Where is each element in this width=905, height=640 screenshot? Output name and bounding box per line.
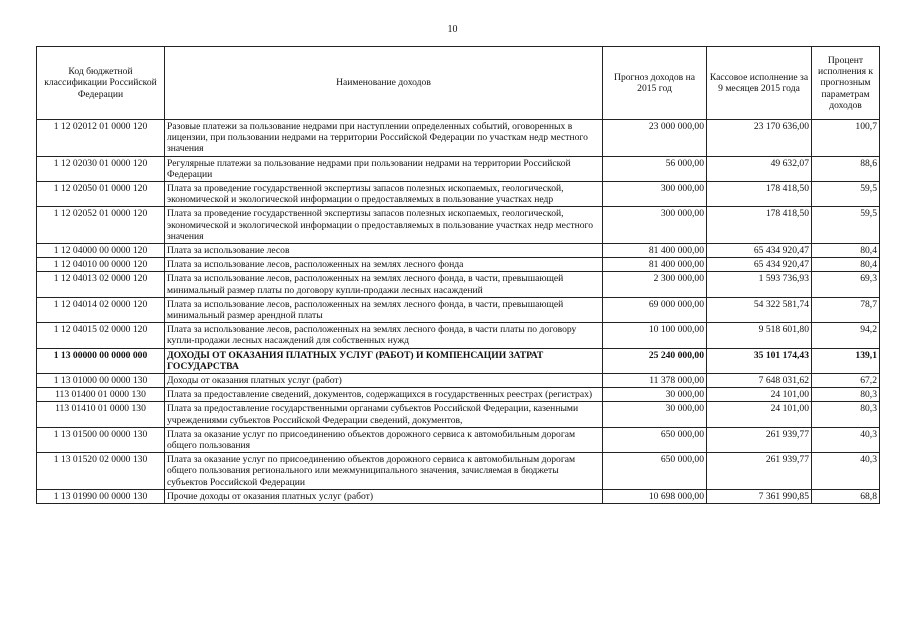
row-cash-cell: 261 939,77 bbox=[707, 453, 812, 490]
row-code-cell: 1 12 04010 00 0000 120 bbox=[37, 258, 165, 272]
table-row bbox=[37, 244, 880, 258]
table-row bbox=[37, 374, 880, 388]
header-percent: Процент исполнения к прогнозным параметрам доходов bbox=[812, 47, 880, 120]
row-percent-cell: 80,3 bbox=[812, 388, 880, 402]
row-name-cell: ДОХОДЫ ОТ ОКАЗАНИЯ ПЛАТНЫХ УСЛУГ (РАБОТ) И КОМПЕНСАЦИИ ЗАТРАТ ГОСУДАРСТВА bbox=[165, 348, 603, 373]
row-name-cell: Регулярные платежи за пользование недрами при пользовании недрами на территории Российской Федерации bbox=[165, 156, 603, 181]
header-forecast: Прогноз доходов на 2015 год bbox=[603, 47, 707, 120]
row-percent-cell: 69,3 bbox=[812, 272, 880, 297]
table-row bbox=[37, 453, 880, 490]
row-forecast-cell: 81 400 000,00 bbox=[603, 258, 707, 272]
row-code-cell: 1 12 04014 02 0000 120 bbox=[37, 297, 165, 322]
row-code-cell: 113 01400 01 0000 130 bbox=[37, 388, 165, 402]
row-percent-cell: 88,6 bbox=[812, 156, 880, 181]
row-name-cell: Доходы от оказания платных услуг (работ) bbox=[165, 374, 603, 388]
table-row bbox=[37, 297, 880, 322]
table-row bbox=[37, 402, 880, 427]
row-forecast-cell: 2 300 000,00 bbox=[603, 272, 707, 297]
row-cash-cell: 7 361 990,85 bbox=[707, 489, 812, 503]
table-row bbox=[37, 323, 880, 348]
page-number: 10 bbox=[447, 24, 458, 35]
row-forecast-cell: 300 000,00 bbox=[603, 182, 707, 207]
row-forecast-cell: 30 000,00 bbox=[603, 402, 707, 427]
row-forecast-cell: 650 000,00 bbox=[603, 453, 707, 490]
header-cash: Кассовое исполнение за 9 месяцев 2015 года bbox=[707, 47, 812, 120]
row-cash-cell: 49 632,07 bbox=[707, 156, 812, 181]
row-cash-cell: 178 418,50 bbox=[707, 182, 812, 207]
row-code-cell: 113 01410 01 0000 130 bbox=[37, 402, 165, 427]
row-name-cell: Прочие доходы от оказания платных услуг (работ) bbox=[165, 489, 603, 503]
row-cash-cell: 65 434 920,47 bbox=[707, 258, 812, 272]
row-name-cell: Плата за проведение государственной экспертизы запасов полезных ископаемых, геологической, экономической и экологической информации о предоставляемых в пользование участках недр местного значения bbox=[165, 207, 603, 244]
row-forecast-cell: 10 100 000,00 bbox=[603, 323, 707, 348]
revenue-table bbox=[36, 46, 880, 504]
row-cash-cell: 178 418,50 bbox=[707, 207, 812, 244]
row-code-cell: 1 13 01500 00 0000 130 bbox=[37, 427, 165, 452]
row-forecast-cell: 25 240 000,00 bbox=[603, 348, 707, 373]
row-name-cell: Плата за использование лесов, расположенных на землях лесного фонда, в части, превышающей минимальный размер платы по договору купли-продажи лесных насаждений bbox=[165, 272, 603, 297]
row-name-cell: Плата за оказание услуг по присоединению объектов дорожного сервиса к автомобильным дорогам общего пользования bbox=[165, 427, 603, 452]
row-code-cell: 1 13 01990 00 0000 130 bbox=[37, 489, 165, 503]
row-forecast-cell: 81 400 000,00 bbox=[603, 244, 707, 258]
row-code-cell: 1 12 02052 01 0000 120 bbox=[37, 207, 165, 244]
table-row bbox=[37, 156, 880, 181]
header-name: Наименование доходов bbox=[165, 47, 603, 120]
table-row bbox=[37, 120, 880, 157]
row-percent-cell: 68,8 bbox=[812, 489, 880, 503]
row-percent-cell: 59,5 bbox=[812, 182, 880, 207]
table-row bbox=[37, 489, 880, 503]
row-forecast-cell: 10 698 000,00 bbox=[603, 489, 707, 503]
row-cash-cell: 24 101,00 bbox=[707, 388, 812, 402]
row-name-cell: Плата за оказание услуг по присоединению объектов дорожного сервиса к автомобильным дорогам общего пользования регионального или межмуниципального значения, зачисляемая в бюджеты субъектов Российской Федерации bbox=[165, 453, 603, 490]
table-row bbox=[37, 272, 880, 297]
table-row bbox=[37, 427, 880, 452]
row-percent-cell: 67,2 bbox=[812, 374, 880, 388]
row-percent-cell: 94,2 bbox=[812, 323, 880, 348]
row-cash-cell: 7 648 031,62 bbox=[707, 374, 812, 388]
row-cash-cell: 24 101,00 bbox=[707, 402, 812, 427]
row-forecast-cell: 56 000,00 bbox=[603, 156, 707, 181]
row-percent-cell: 40,3 bbox=[812, 427, 880, 452]
row-code-cell: 1 13 00000 00 0000 000 bbox=[37, 348, 165, 373]
row-code-cell: 1 13 01520 02 0000 130 bbox=[37, 453, 165, 490]
row-name-cell: Плата за использование лесов, расположенных на землях лесного фонда, в части платы по договору купли-продажи лесных насаждений для собственных нужд bbox=[165, 323, 603, 348]
row-code-cell: 1 12 04000 00 0000 120 bbox=[37, 244, 165, 258]
header-code: Код бюджетной классификации Российской Федерации bbox=[37, 47, 165, 120]
row-name-cell: Плата за предоставление государственными органами субъектов Российской Федерации, казенными учреждениями субъектов Российской Федерации сведений, документов, bbox=[165, 402, 603, 427]
row-name-cell: Разовые платежи за пользование недрами при наступлении определенных событий, оговоренных в лицензии, при пользовании недрами на территории Российской Федерации по участкам недр местного значения bbox=[165, 120, 603, 157]
row-cash-cell: 1 593 736,93 bbox=[707, 272, 812, 297]
table-row bbox=[37, 388, 880, 402]
row-forecast-cell: 650 000,00 bbox=[603, 427, 707, 452]
row-cash-cell: 35 101 174,43 bbox=[707, 348, 812, 373]
table-row bbox=[37, 182, 880, 207]
row-code-cell: 1 12 02030 01 0000 120 bbox=[37, 156, 165, 181]
row-code-cell: 1 12 04013 02 0000 120 bbox=[37, 272, 165, 297]
row-percent-cell: 100,7 bbox=[812, 120, 880, 157]
row-code-cell: 1 13 01000 00 0000 130 bbox=[37, 374, 165, 388]
row-forecast-cell: 23 000 000,00 bbox=[603, 120, 707, 157]
row-percent-cell: 59,5 bbox=[812, 207, 880, 244]
table-header-row bbox=[37, 47, 880, 120]
row-percent-cell: 80,3 bbox=[812, 402, 880, 427]
row-cash-cell: 23 170 636,00 bbox=[707, 120, 812, 157]
row-cash-cell: 54 322 581,74 bbox=[707, 297, 812, 322]
row-cash-cell: 9 518 601,80 bbox=[707, 323, 812, 348]
table-row bbox=[37, 258, 880, 272]
row-code-cell: 1 12 04015 02 0000 120 bbox=[37, 323, 165, 348]
row-forecast-cell: 69 000 000,00 bbox=[603, 297, 707, 322]
row-percent-cell: 80,4 bbox=[812, 244, 880, 258]
table-row bbox=[37, 207, 880, 244]
row-name-cell: Плата за использование лесов, расположенных на землях лесного фонда, в части, превышающей минимальный размер арендной платы bbox=[165, 297, 603, 322]
row-name-cell: Плата за использование лесов, расположенных на землях лесного фонда bbox=[165, 258, 603, 272]
row-percent-cell: 139,1 bbox=[812, 348, 880, 373]
row-name-cell: Плата за проведение государственной экспертизы запасов полезных ископаемых, геологической, экономической и экологической информации о предоставляемых в пользование участках недр bbox=[165, 182, 603, 207]
row-percent-cell: 80,4 bbox=[812, 258, 880, 272]
row-forecast-cell: 30 000,00 bbox=[603, 388, 707, 402]
table-row bbox=[37, 348, 880, 373]
row-name-cell: Плата за предоставление сведений, документов, содержащихся в государственных реестрах (регистрах) bbox=[165, 388, 603, 402]
row-forecast-cell: 11 378 000,00 bbox=[603, 374, 707, 388]
row-percent-cell: 40,3 bbox=[812, 453, 880, 490]
row-code-cell: 1 12 02012 01 0000 120 bbox=[37, 120, 165, 157]
row-cash-cell: 65 434 920,47 bbox=[707, 244, 812, 258]
row-forecast-cell: 300 000,00 bbox=[603, 207, 707, 244]
row-cash-cell: 261 939,77 bbox=[707, 427, 812, 452]
row-code-cell: 1 12 02050 01 0000 120 bbox=[37, 182, 165, 207]
row-name-cell: Плата за использование лесов bbox=[165, 244, 603, 258]
row-percent-cell: 78,7 bbox=[812, 297, 880, 322]
